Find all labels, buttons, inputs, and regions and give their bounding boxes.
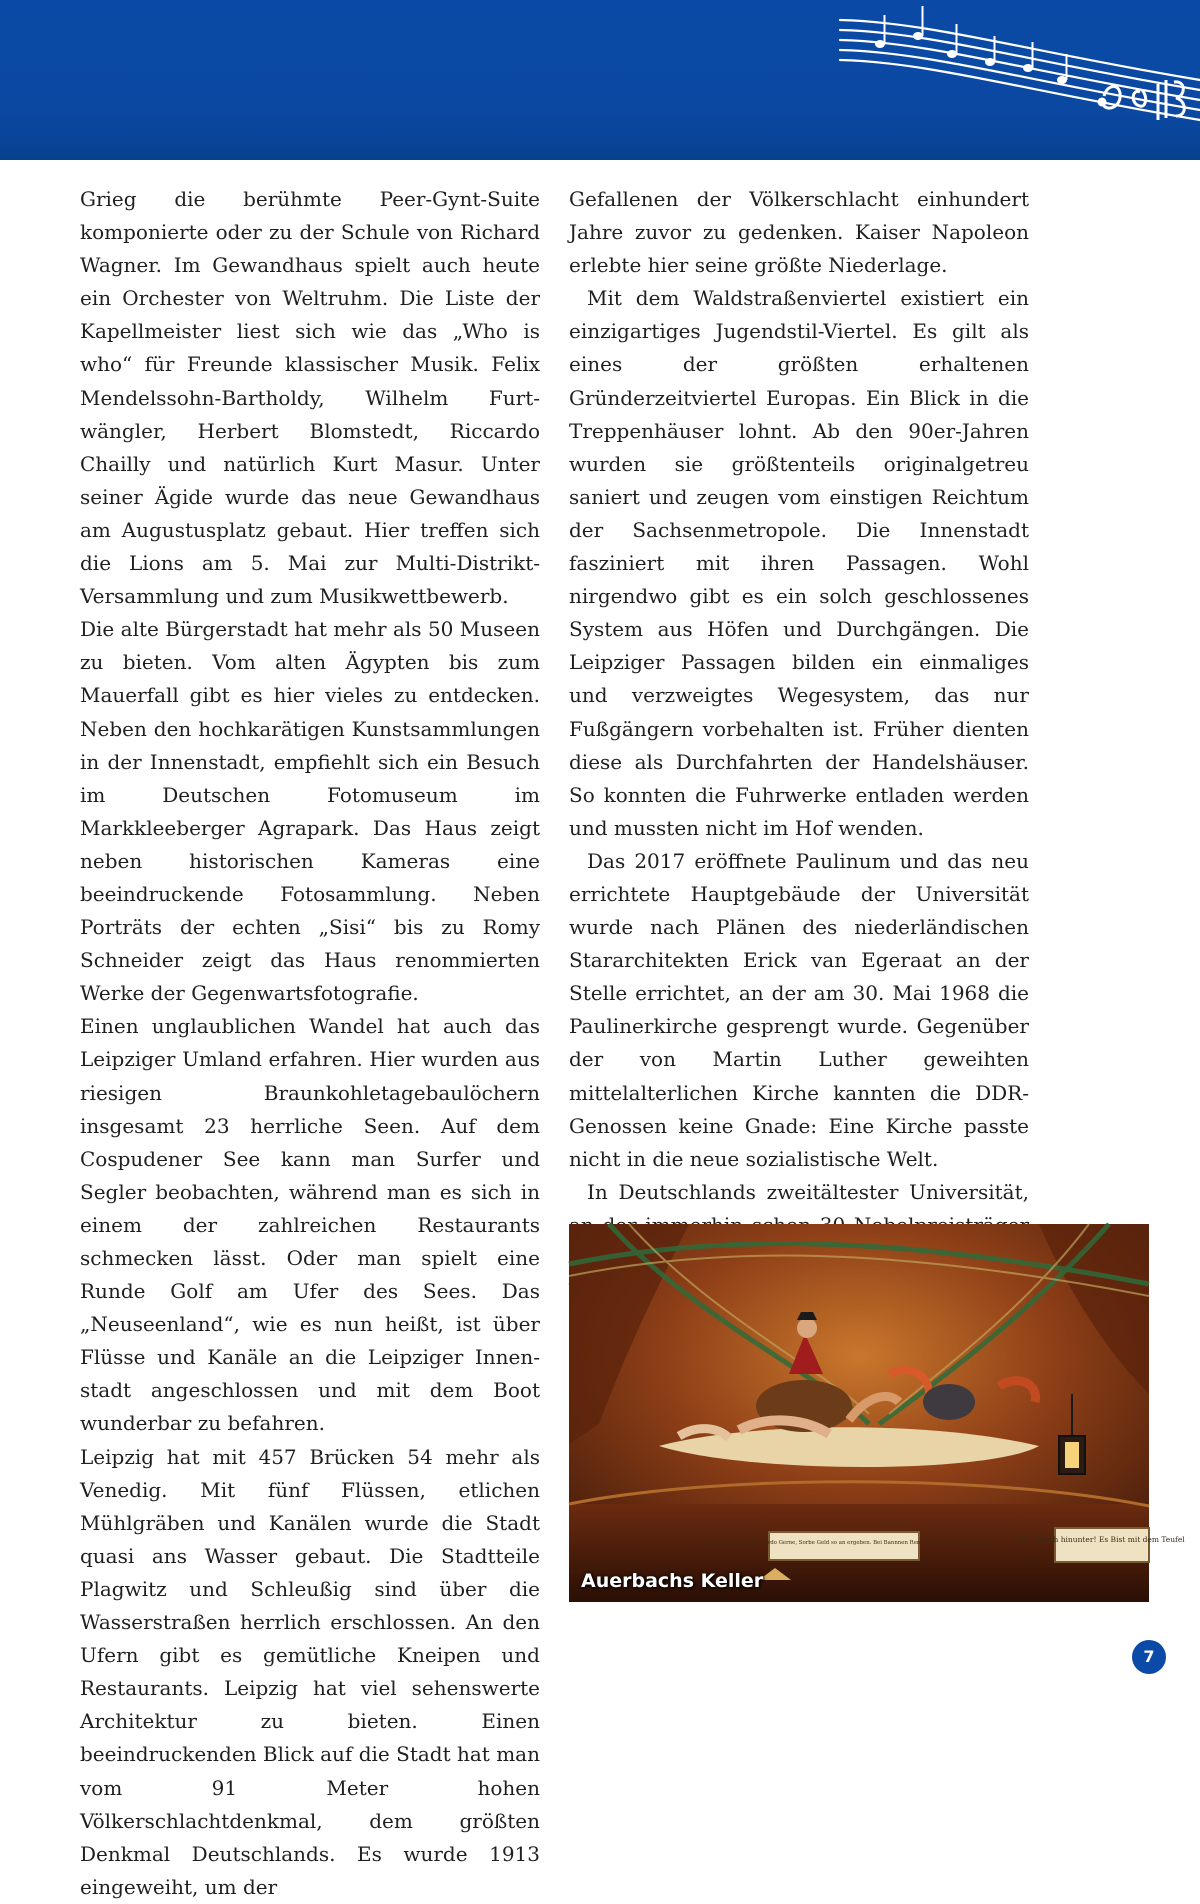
body-paragraph: Gefallenen der Völkerschlacht einhundert Jahre zuvor zu gedenken. Kaiser Napoleon erlebte hier seine größte Niederlage. — [569, 187, 1029, 278]
wall-sign-left-text: Vom Jenner Wein, Bernardo Gerne, Sorbe Geld so an ergeben. Bei Bannnen Rennen tut die wie ein Sieg. — [701, 1540, 987, 1546]
body-paragraph: Mit dem Waldstraßenviertel existiert ein einzigartiges Jugendstil-Viertel. Es gilt als eines der größten erhaltenen Gründerzeitviertel Europas. Ein Blick in die Treppenhäuser lohnt. Ab den 90er-Jahren wurden sie größtenteils originalgetreu saniert und zeugen vom einstigen Reichtum der Sachsenmetropole. Die Innenstadt fasziniert mit ihren Passagen. Wohl nirgendwo gibt es ein solch geschlossenes System aus Höfen und Durchgängen. Die Leipziger Passagen bilden ein einmaliges und verzweigtes Wegesystem, das nur Fußgängern vorbehalten ist. Früher dienten diese als Durchfahrten der Handelshäuser. So konnten die Fuhrwerke entladen werden und mussten nicht im Hof wenden. — [569, 286, 1029, 840]
music-staff-icon — [840, 0, 1200, 160]
left-column — [80, 183, 540, 1904]
body-paragraph-text: In Deutschlands zweitältester Universität, — [587, 1179, 1029, 1204]
page-number: 7 — [1132, 1640, 1166, 1674]
body-paragraph: Das 2017 eröffnete Paulinum und das neu errichtete Hauptgebäude der Universität wurde nach Plänen des niederländischen Stararchitekten Erick van Egeraat an der Stelle errichtet, an der am 30. Mai 1968 die Paulinerkirche gesprengt wurde. Gegenüber der von Martin Luther geweihten mittelalterlichen Kirche kannten die DDR-Genossen keine Gnade: Eine Kirche passte nicht in die neue sozialistische Welt. — [569, 848, 1029, 1171]
photo-illustration — [569, 1224, 1185, 1602]
photo-auerbachs-keller — [569, 1224, 1185, 1602]
body-paragraph: Einen unglaublichen Wandel hat auch das Leipziger Umland erfahren. Hier wurden aus riesigen Braunkohletagebaulöchern insgesamt 23 herrliche Seen. Auf dem Cospudener See kann man Surfer und Segler beobachten, während man es sich in einem der zahlreichen Restaurants schmecken lässt. Oder man spielt eine Runde Golf am Ufer des Sees. Das „Neuseenland“, wie es nun heißt, ist über Flüsse und Kanäle an die Leipziger Innenstadt angeschlossen und mit dem Boot wunderbar zu befahren. — [80, 1014, 540, 1436]
wall-sign-right-text: Nur frisch hinunter! Es Bist mit dem Teufel — [1019, 1535, 1185, 1544]
body-paragraph: Die alte Bürgerstadt hat mehr als 50 Museen zu bieten. Vom alten Ägypten bis zum Mauerfall gibt es hier vieles zu entdecken. Neben den hochkarätigen Kunstsammlungen in der Innenstadt, empfiehlt sich ein Besuch im Deutschen Fotomuseum im Markkleeberger Agrapark. Das Haus zeigt neben historischen Kameras eine beeindruckende Fotosammlung. Neben Porträts der echten „Sisi“ bis zu Romy Schneider zeigt das Haus renommierten Werke der Gegenwartsfotografie. — [80, 617, 540, 1006]
right-column — [569, 183, 1029, 1308]
photo-caption: Auerbachs Keller — [581, 1570, 764, 1592]
body-paragraph: Leipzig hat mit 457 Brücken 54 mehr als Venedig. Mit fünf Flüssen, etlichen Mühlgräben und Kanälen wurde die Stadt quasi ans Wasser gebaut. Die Stadtteile Plagwitz und Schleußig sind über die Wasserstraßen herrlich erschlossen. An den Ufern gibt es gemütliche Kneipen und Restaurants. Leipzig hat viel sehenswerte Architektur zu bieten. Einen beeindruckenden Blick auf die Stadt hat man vom 91 Meter hohen Völkerschlachtdenkmal, dem größten Denkmal Deutschlands. Es wurde 1913 eingeweiht, um der — [80, 1444, 540, 1899]
header-band — [0, 0, 1200, 160]
body-paragraph: Grieg die berühmte Peer-Gynt-Suite komponierte oder zu der Schule von Richard Wagner. Im Gewandhaus spielt auch heute ein Orchester von Weltruhm. Die Liste der Kapellmeister liest sich wie das „Who is who“ für Freunde klassischer Musik. Felix Mendelssohn-Bartholdy, Wilhelm Furtwängler, Herbert Blomstedt, Riccardo Chailly und natürlich Kurt Masur. Unter seiner Ägide wurde das neue Gewandhaus am Augustusplatz gebaut. Hier treffen sich die Lions am 5. Mai zur Multi-Distrikt-Versammlung und zum Musikwettbewerb. — [80, 187, 540, 609]
